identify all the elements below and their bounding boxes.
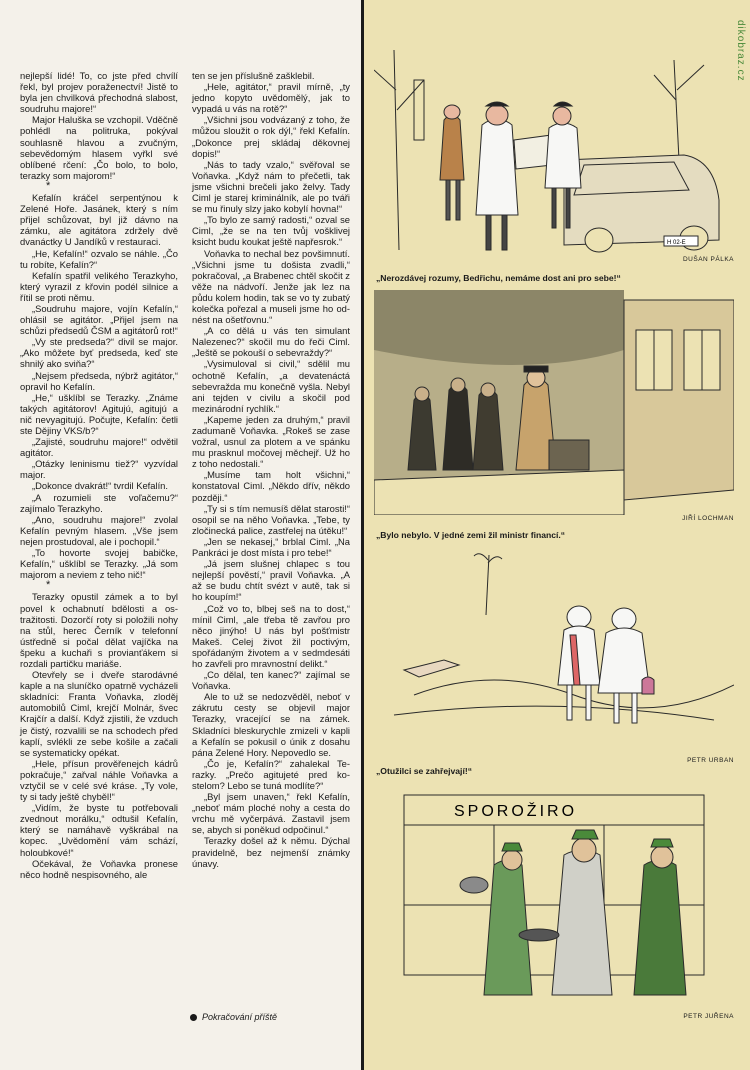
cartoon-4-drawing	[374, 785, 734, 1010]
cartoon-2-artist: JIŘÍ LOCHMAN	[682, 515, 734, 522]
paragraph: Otevřely se i dveře starodávné kaple a na sluníčko opatrně vycházeli skladníci: Franta Voňavka, zloděj automobilů Ciml, krejčí Molnár, švec Krajčír a další. Když zjistili, že vzduch je čistý, rozvalili se na schodech před kaplí, svlékli ze sebe košile a začali se systematicky opékat.	[20, 669, 178, 758]
paragraph: ten se jen příslušně zašklebil.	[192, 70, 315, 81]
watermark: dikobraz.cz	[735, 20, 746, 82]
cartoon-panel	[364, 0, 750, 1070]
license-plate: H 02-E	[667, 240, 686, 246]
cartoon-4-artist: PETR JUŘENA	[683, 1013, 734, 1020]
paragraph: Ale to už se nedozvěděl, neboť v zákrutu cesty se objevil major Terazky, vracející se na zámek. Skladníci bleskurychle zmizeli v kapli a Kefalín se pokusil o únik z dosahu pána Zelené Hory. Nepovedlo se.	[192, 691, 350, 758]
paragraph: *	[46, 579, 51, 592]
paragraph: „To hovorte svojej babičke, Kefalín,“ ušklíbl se Terazky. „Já som majorom a neviem z teho nič!“	[20, 547, 178, 581]
cartoon-1-artist: DUŠAN PÁLKA	[682, 256, 734, 263]
continuation-text: Pokračování příště	[202, 1012, 278, 1022]
paragraph: „Hele, agitátor,“ pravil mírně, „ty jedno kopyto uvědomělý, jak to vypadá u vás na rotě?“	[192, 81, 350, 115]
paragraph: „Já jsem slušnej chlapec s tou nejlepší pověstí,“ pravil Voňavka. „A až se budu chtít svézt v autě, tak si ho koupím!“	[192, 558, 350, 603]
article-column-1	[20, 70, 178, 880]
paragraph: Očekával, že Voňavka pronese něco hodně nespisovného, ale	[20, 857, 178, 880]
paragraph: „Ano, soudruhu majore!“ zvolal Kefalín pevným hlasem. „Vše jsem nejen prostudoval, ale i pochopil.“	[20, 513, 178, 547]
paragraph: Major Haluška se vzchopil. Vděčně pohlédl na politruka, pokýval souhlasně hlavou a zvučným, sebevědomým hlasem vyřkl své oblíbené rčení: „Čo bolo, to bolo, terazky som majorom!“	[20, 114, 178, 181]
paragraph: *	[46, 179, 51, 192]
paragraph: Terazky došel až k němu. Dýchal pravidelně, bez nejmenší známky únavy.	[192, 835, 350, 869]
cartoon-1-drawing	[374, 50, 734, 275]
paragraph: „To bylo ze samý radosti,“ ozval se Ciml, „že se na ten tvůj vošklivej ksicht budu koukat ještě napřesrok.“	[192, 214, 350, 248]
paragraph: „Co dělal, ten kanec?“ zajímal se Voňavka.	[192, 669, 350, 692]
sign-text: SPOROŽIRO	[454, 803, 578, 820]
paragraph: „He, Kefalín!“ ozvalo se náhle. „Čo tu robíte, Kefalín?“	[20, 247, 178, 270]
paragraph: „Otázky leninismu tiež?“ vyzvídal major.	[20, 458, 178, 481]
paragraph: „He,“ ušklíbl se Terazky. „Známe takých agitátorov! Agitujú, agitujú a nič nevyagitujú. Počujte, Kefalín: četli ste Dějiny VKS/b?“	[20, 391, 178, 436]
paragraph: „Což vo to, blbej seš na to dost,“ mínil Ciml, „ale třeba tě zavřou pro něco jinýho! U nás byl pošťmistr Makeš. Celej život žil poctivým, spořádaným životem a v sedmdesáti ho zavřeli pro mravnostní delikt.“	[192, 602, 350, 669]
paragraph: „Soudruhu majore, vojín Kefalín,“ ohlásil se agitátor. „Přijel jsem na schůzi předsedů ČSM a agitátorů rot!“	[20, 302, 178, 337]
cartoon-3-caption: „Otužilci se zahřejvají!“	[376, 766, 472, 776]
bullet-icon	[190, 1014, 197, 1021]
cartoon-3-artist: PETR URBAN	[687, 757, 734, 764]
paragraph: „Čo je, Kefalín?“ zahalekal Terazky. „Prečo agitujeté pred kostelom? Lebo se tuná modlíte?“	[192, 757, 350, 791]
cartoon-2-drawing	[374, 290, 734, 515]
paragraph: „Dokonce dvakrát!“ tvrdil Kefalín.	[32, 480, 168, 492]
cartoon-2-caption: „Bylo nebylo. V jedné zemi žil ministr financí.“	[376, 530, 566, 540]
cartoon-3-drawing	[374, 545, 734, 760]
paragraph: „A rozumieli ste voľačemu?“ zajímalo Terazkyho.	[20, 491, 178, 514]
paragraph: „Všichni jsou vodvázaný z toho, že můžou sloužit o rok dýl,“ řekl Kefalín. „Dokonce prej skládaj děkovnej dopis!“	[192, 114, 350, 159]
paragraph: Terazky opustil zámek a to byl povel k ochabnutí bdělosti a ostražitosti. Dozorčí roty si položili nohy na stůl, herec Černík v telefonní ústředně si počal dělat vajíčka na špeku a kuchaři s provianťákem si rozdali partičku mariáše.	[20, 591, 178, 669]
paragraph: „A co dělá u vás ten simulant Nalezenec?“ skočil mu do řeči Ciml. „Ještě se pokouší o sebevraždy?“	[192, 325, 350, 359]
paragraph: Kefalín kráčel serpentýnou k Zelené Hoře. Jasánek, který s ním přijel schůzovat, byl již dávno na zámku, ale agitátora zdržely dvě dvanáctky U Jandíků v restauraci.	[20, 192, 178, 248]
paragraph: Kefalín spatřil velikého Terazkyho, který vyrazil z křovin podél silnice a řítil se proti němu.	[20, 269, 178, 303]
paragraph: „Jen se nekasej,“ brblal Ciml. „Na Pankráci je dost místa i pro tebe!“	[192, 535, 350, 559]
paragraph: „Byl jsem unaven,“ řekl Kefalín, „neboť mám ploché nohy a cesta do vrchu mě vyčerpává. Zastavil jsem se, abych si poněkud odpočinul.“	[192, 791, 350, 836]
paragraph: „Zajisté, soudruhu majore!“ odvětil agitátor.	[20, 436, 178, 459]
paragraph: „Nejsem předseda, nýbrž agitátor,“ opravil ho Kefalín.	[20, 369, 178, 392]
paragraph: „Kapeme jeden za druhým,“ pravil zadumaně Voňavka. „Rokeš se zase vožral, usnul za plotem a ve spánku mu prasknul močovej měchejř. Už ho z toho nedostali.“	[192, 413, 350, 470]
paragraph: „Musíme tam holt všichni,“ konstatoval Ciml. „Někdo dřív, někdo později.“	[192, 469, 350, 503]
paragraph: Voňavka to nechal bez povšimnutí. „Všichni jsme tu došista zvadli,“ pokračoval, „a Brabenec chtěl skočit z věže na nádvoří. Jenže jak lez na půdu kolem hodin, tak se vo ty zubatý kolečka pořezal a museli jsme ho odnést na ošetřovnu.“	[192, 247, 350, 326]
article-column-2	[192, 70, 350, 869]
paragraph: nejlepší lidé! To, co jste před chvílí řekl, byl projev poraženectví! Jistě to byla jen chvilková přechodná slabost, soudruhu majore!“	[20, 70, 178, 115]
paragraph: „Vy ste predseda?“ divil se major. „Ako môžete byť predseda, keď ste shnilý ako sviňa?“	[20, 336, 178, 370]
paragraph: „Hele, přísun prověřenejch kádrů pokračuje,“ zařval náhle Voňavka a vztyčil se v celé své kráse. „Ty vole, ty si tady ještě chyběl!“	[20, 757, 178, 803]
paragraph: „Vidím, že byste tu potřebovali zvednout morálku,“ odtušil Kefalín, který se namáhavě vyškrábal na kopec. „Uvědomění vám schází, holoubkové!“	[20, 802, 178, 858]
paragraph: „Vysimuloval si civil,“ sdělil mu ochotně Kefalín, „a devatenáctá sebevražda mu konečně vyšla. Nebyl ani tejden v civilu a skočil pod mezinárodní rychlík.“	[192, 358, 350, 414]
continuation-note	[190, 1012, 277, 1022]
cartoon-1-caption: „Nerozdávej rozumy, Bedřichu, nemáme dost ani pro sebe!“	[376, 273, 621, 283]
paragraph: „Nás to tady vzalo,“ svěřoval se Voňavka. „Když nám to přečetli, tak jsme všichni brečeli jako želvy. Tady Ciml je starej kriminálník, ale po tváři se mu řinuly slzy jako kobylí hovna!“	[192, 158, 350, 215]
paragraph: „Ty si s tím nemusíš dělat starosti!“ osopil se na něho Voňavka. „Tebe, ty zločinecká palice, zastřelej na útěku!“	[192, 502, 350, 536]
